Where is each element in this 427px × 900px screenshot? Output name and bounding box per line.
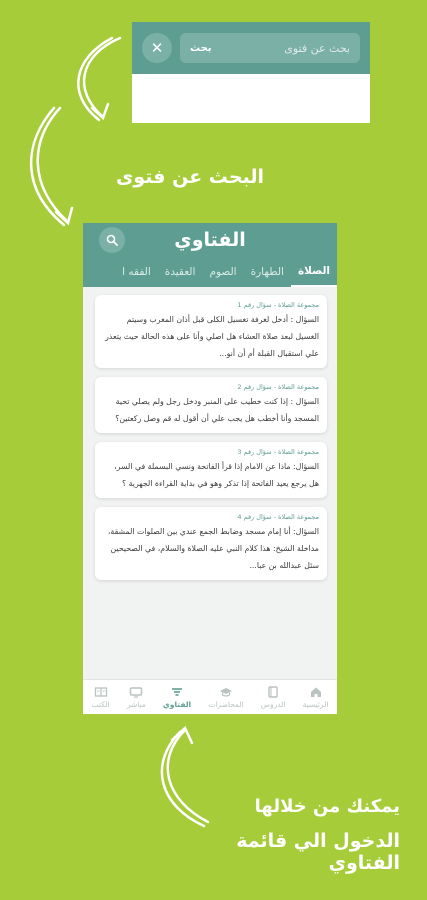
search-bar	[132, 22, 370, 74]
nav-label: المحاضرات	[208, 699, 244, 709]
nav-label: مباشر	[126, 699, 146, 709]
question-text: السؤال : أدخل لغرفة تغسيل الكلى قبل أذان المغرب وسيتم الغسيل لبعد صلاة العشاء هل اصلي وأنا على هذه الحالة حيث يتعذر علي استقبال القبلة أم أن أنو...	[105, 315, 319, 358]
page-title: الفتاوي	[174, 229, 246, 251]
nav-home[interactable]	[303, 686, 329, 709]
arrow-mid-head	[56, 208, 72, 223]
nav-label: الكتب	[91, 699, 110, 709]
arrow-bottom-curve	[168, 730, 208, 822]
app-header	[83, 223, 337, 257]
fatwa-list	[83, 287, 337, 679]
header-search-button[interactable]	[99, 227, 125, 253]
search-field[interactable]	[180, 33, 360, 63]
home-icon	[309, 686, 323, 698]
tab-prayer[interactable]: الصلاة	[291, 257, 337, 287]
arrow-bottom-curve-2	[162, 732, 204, 826]
tab-purification[interactable]: الطهارة	[250, 266, 284, 278]
list-item[interactable]	[95, 377, 327, 433]
phone-screen	[83, 223, 337, 714]
tab-fasting[interactable]: الصوم	[209, 266, 237, 278]
nav-label: الدروس	[260, 699, 286, 709]
nav-label: الرئيسية	[302, 699, 329, 709]
arrow-top-head	[92, 104, 108, 118]
search-icon	[106, 234, 118, 246]
nav-lectures[interactable]	[208, 686, 243, 709]
caption-bottom-line-1: يمكنك من خلالها	[254, 796, 400, 817]
question-text: السؤال : إذا كنت خطيب على المنبر ودخل رجل ولم يصلي تحية المسجد وأنا أخطب هل يجب علي أن أقول له قم وصل ركعتين؟	[115, 397, 319, 423]
books-icon	[94, 686, 108, 698]
list-item[interactable]	[95, 442, 327, 498]
question-meta: مجموعة الصلاة - سؤال رقم 2	[237, 383, 319, 391]
question-text: السؤال: أنا إمام مسجد وضابط الجمع عندي بين الصلوات المشقة، مداخلة الشيخ: هذا كلام النبي عليه الصلاة والسلام، في الصحيحين سئل عبدالله بن عبا...	[107, 527, 319, 570]
nav-books[interactable]	[92, 686, 110, 709]
category-tabs	[83, 257, 337, 287]
caption-search: البحث عن فتوى	[115, 166, 265, 188]
caption-bottom-line-2: الدخول الي قائمة الفتاوي	[236, 830, 400, 874]
book-icon	[266, 686, 280, 698]
arrow-top-curve	[84, 38, 120, 117]
filter-icon	[170, 686, 184, 698]
close-icon: ✕	[150, 39, 164, 57]
bottom-nav	[83, 679, 337, 714]
list-item[interactable]	[95, 507, 327, 580]
tv-icon	[129, 686, 143, 698]
nav-lessons[interactable]	[261, 686, 286, 709]
arrow-mid-curve	[38, 108, 68, 222]
question-meta: مجموعة الصلاة - سؤال رقم 3	[237, 448, 319, 456]
search-button[interactable]: بحث	[190, 42, 212, 54]
arrow-top-curve-2	[78, 38, 112, 120]
nav-label: الفتاوي	[162, 699, 192, 709]
question-meta: مجموعة الصلاة - سؤال رقم 1	[237, 301, 319, 309]
tab-creed[interactable]: العقيدة	[164, 266, 196, 278]
nav-live[interactable]	[127, 686, 146, 709]
list-item[interactable]	[95, 295, 327, 368]
search-input[interactable]	[260, 42, 350, 55]
tab-fiqh[interactable]: الفقه ا	[122, 266, 151, 278]
close-button[interactable]	[142, 33, 172, 63]
arrow-bottom-head	[172, 728, 192, 743]
search-snippet	[132, 22, 370, 123]
nav-fatwas[interactable]	[163, 686, 191, 709]
graduation-cap-icon	[219, 686, 233, 698]
question-text: السؤال: ماذا عن الامام إذا قرأ الفاتحة ونسي البسملة في السر، هل يرجع يعيد الفاتحة إذا تذكر وهو في بداية القراءة الجهرية ؟	[114, 462, 319, 488]
question-meta: مجموعة الصلاة - سؤال رقم 4	[237, 513, 319, 521]
arrow-mid-curve-2	[31, 108, 64, 225]
